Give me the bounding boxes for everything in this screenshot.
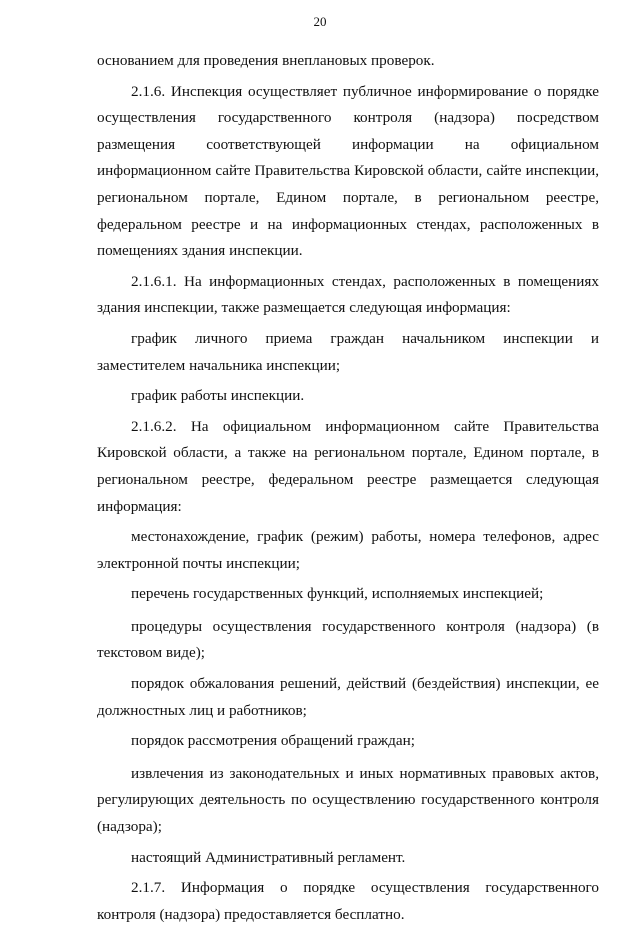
list-item-regulation: настоящий Административный регламент. [131,848,406,866]
document-body [97,48,599,928]
list-item-procedures: процедуры осуществления государственного контроля (надзора) (в текстовом виде); [97,617,599,662]
list-item-location-contacts: местонахождение, график (режим) работы, номера телефонов, адрес электронной почты инспекции; [97,528,599,572]
list-item-appeal-procedure: порядок обжалования решений, действий (бездействия) инспекции, ее должностных лиц и работников; [97,675,599,719]
paragraph-2-1-6-1: 2.1.6.1. На информационных стендах, расположенных в помещениях здания инспекции, также размещается следующая информация: [97,272,599,317]
page-number: 20 [313,14,327,29]
paragraph-2-1-6: 2.1.6. Инспекция осуществляет публичное информирование о порядке осуществления государственного контроля (надзора) посредством размещения соответствующей информации на официальном информационном сайте Правительства Кировской области, сайте инспекции, региональном портале, Едином портале, в региональном реестре, федеральном реестре и на информационных стендах, расположенных в помещениях здания инспекции. [97,82,599,260]
list-item-functions: перечень государственных функций, исполняемых инспекцией; [131,585,544,603]
list-item-citizen-requests: порядок рассмотрения обращений граждан; [131,732,415,750]
list-item-work-schedule: график работы инспекции. [131,387,305,405]
list-item-reception-schedule: график личного приема граждан начальником инспекции и заместителем начальника инспекции; [97,329,599,374]
list-item-legal-extracts: извлечения из законодательных и иных нормативных правовых актов, регулирующих деятельность по осуществлению государственного контроля (надзора); [97,764,599,836]
paragraph-continuation: основанием для проведения внеплановых проверок. [97,52,435,69]
paragraph-2-1-6-2: 2.1.6.2. На официальном информационном сайте Правительства Кировской области, а также на региональном портале, Едином портале, в региональном реестре, федеральном реестре размещается следующая информация: [97,417,599,515]
paragraph-2-1-7: 2.1.7. Информация о порядке осуществления государственного контроля (надзора) предоставляется бесплатно. [97,879,599,923]
